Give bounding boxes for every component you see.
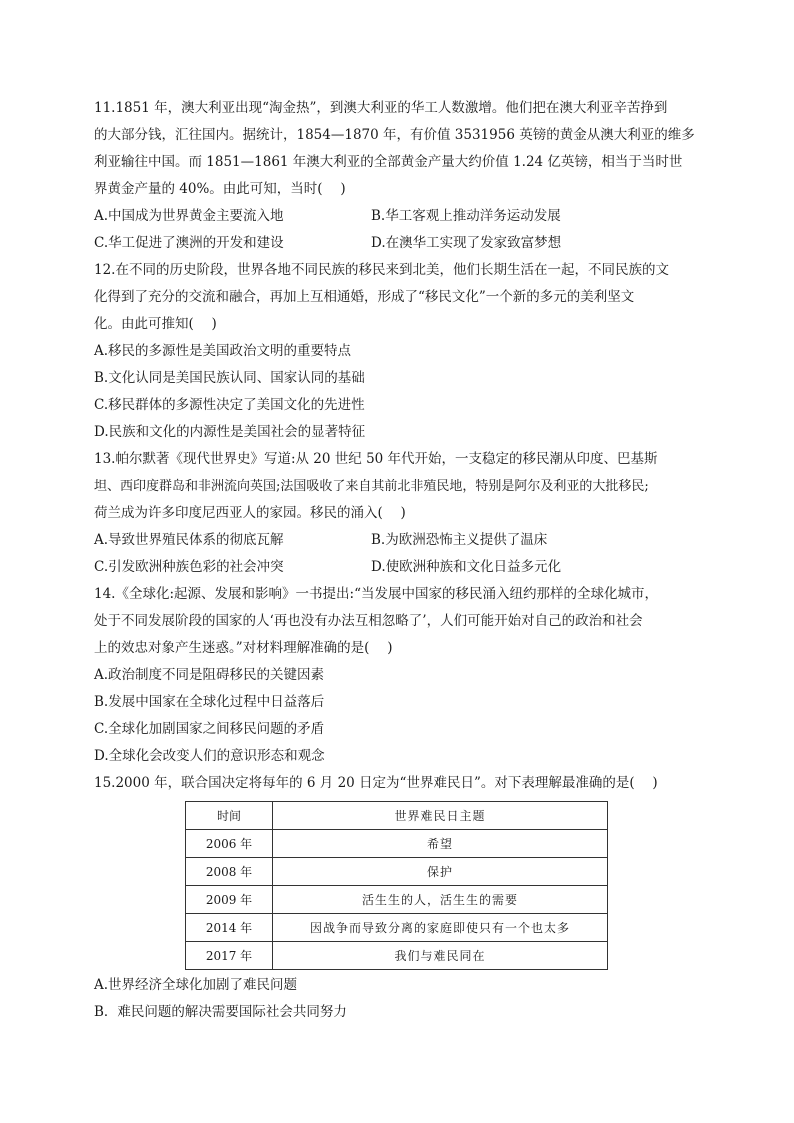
option-b: B．难民问题的解决需要国际社会共同努力 [94, 1004, 347, 1020]
table-header-cell: 世界难民日主题 [273, 802, 608, 830]
option-row [94, 527, 714, 554]
table-header-row [186, 802, 608, 830]
table-row [186, 830, 608, 858]
refugee-day-table [185, 801, 608, 970]
question-text-line: 利亚输往中国。而 1851—1861 年澳大利亚的全部黄金产量大约价值 1.24 亿英镑，相当于当时世 [94, 154, 683, 170]
table-cell-theme: 希望 [273, 830, 608, 858]
exam-page [94, 95, 714, 1026]
table-row [186, 886, 608, 914]
question-text-line: 11.1851 年，澳大利亚出现“淘金热”，到澳大利亚的华工人数激增。他们把在澳大利亚辛苦挣到 [94, 100, 668, 116]
question-text-line: 处于不同发展阶段的国家的人‘再也没有办法互相忽略了’，人们可能开始对自己的政治和社会 [94, 613, 643, 629]
question-text-line: 13.帕尔默著《现代世界史》写道:从 20 世纪 50 年代开始，一支稳定的移民潮从印度、巴基斯 [94, 451, 658, 467]
table-cell-theme: 活生生的人，活生生的需要 [273, 886, 608, 914]
option-row [94, 554, 714, 581]
table-header-cell: 时间 [186, 802, 273, 830]
table-row [186, 914, 608, 942]
option-row [94, 230, 714, 257]
question-text-line: 化。由此可推知( ) [94, 316, 217, 332]
table-cell-theme: 因战争而导致分离的家庭即使只有一个也太多 [273, 914, 608, 942]
option-d: D.民族和文化的内源性是美国社会的显著特征 [94, 424, 366, 440]
option-d: D.使欧洲种族和文化日益多元化 [371, 559, 562, 575]
question-text-line: 12.在不同的历史阶段，世界各地不同民族的移民来到北美，他们长期生活在一起，不同民族的文 [94, 262, 669, 278]
option-d: D.全球化会改变人们的意识形态和观念 [94, 748, 325, 764]
option-a: A.移民的多源性是美国政治文明的重要特点 [94, 343, 352, 359]
question-text-line: 界黄金产量的 40%。由此可知，当时( ) [94, 181, 346, 197]
question-text-line: 14.《全球化:起源、发展和影响》一书提出:“当发展中国家的移民涌入纽约那样的全球化城市， [94, 586, 658, 602]
table-cell-year: 2014 年 [186, 914, 273, 942]
option-a: A.政治制度不同是阻碍移民的关键因素 [94, 667, 325, 683]
question-13 [94, 446, 714, 581]
question-11 [94, 95, 714, 257]
option-row [94, 203, 714, 230]
table-cell-year: 2017 年 [186, 942, 273, 970]
question-text-line: 化得到了充分的交流和融合，再加上互相通婚，形成了“移民文化”一个新的多元的美利坚文 [94, 289, 635, 305]
question-14 [94, 581, 714, 770]
question-text-line: 荷兰成为许多印度尼西亚人的家园。移民的涌入( ) [94, 505, 406, 521]
option-a: A.中国成为世界黄金主要流入地 [94, 208, 284, 224]
option-b: B.为欧洲恐怖主义提供了温床 [371, 532, 548, 548]
question-text-line: 的大部分钱，汇往国内。据统计，1854—1870 年，有价值 3531956 英镑的黄金从澳大利亚的维多 [94, 127, 695, 143]
option-c: C.华工促进了澳洲的开发和建设 [94, 235, 284, 251]
question-text-line: 上的效忠对象产生迷惑。”对材料理解准确的是( ) [94, 640, 393, 656]
table-row [186, 942, 608, 970]
table-cell-year: 2008 年 [186, 858, 273, 886]
table-cell-year: 2006 年 [186, 830, 273, 858]
option-b: B.华工客观上推动洋务运动发展 [371, 208, 561, 224]
table-cell-theme: 保护 [273, 858, 608, 886]
table-row [186, 858, 608, 886]
option-c: C.移民群体的多源性决定了美国文化的先进性 [94, 397, 365, 413]
question-text-line: 坦、西印度群岛和非洲流向英国;法国吸收了来自其前北非殖民地，特别是阿尔及利亚的大批移民; [94, 479, 649, 494]
question-text-line: 15.2000 年，联合国决定将每年的 6 月 20 日定为“世界难民日”。对下表理解最准确的是( ) [94, 775, 658, 791]
option-b: B.文化认同是美国民族认同、国家认同的基础 [94, 370, 365, 386]
option-a: A.导致世界殖民体系的彻底瓦解 [94, 532, 284, 548]
option-c: C.引发欧洲种族色彩的社会冲突 [94, 559, 284, 575]
table-cell-year: 2009 年 [186, 886, 273, 914]
option-c: C.全球化加剧国家之间移民问题的矛盾 [94, 721, 325, 737]
option-a: A.世界经济全球化加剧了难民问题 [94, 977, 298, 993]
question-12 [94, 257, 714, 446]
question-15 [94, 770, 714, 1026]
table-cell-theme: 我们与难民同在 [273, 942, 608, 970]
option-d: D.在澳华工实现了发家致富梦想 [371, 235, 562, 251]
option-b: B.发展中国家在全球化过程中日益落后 [94, 694, 325, 710]
